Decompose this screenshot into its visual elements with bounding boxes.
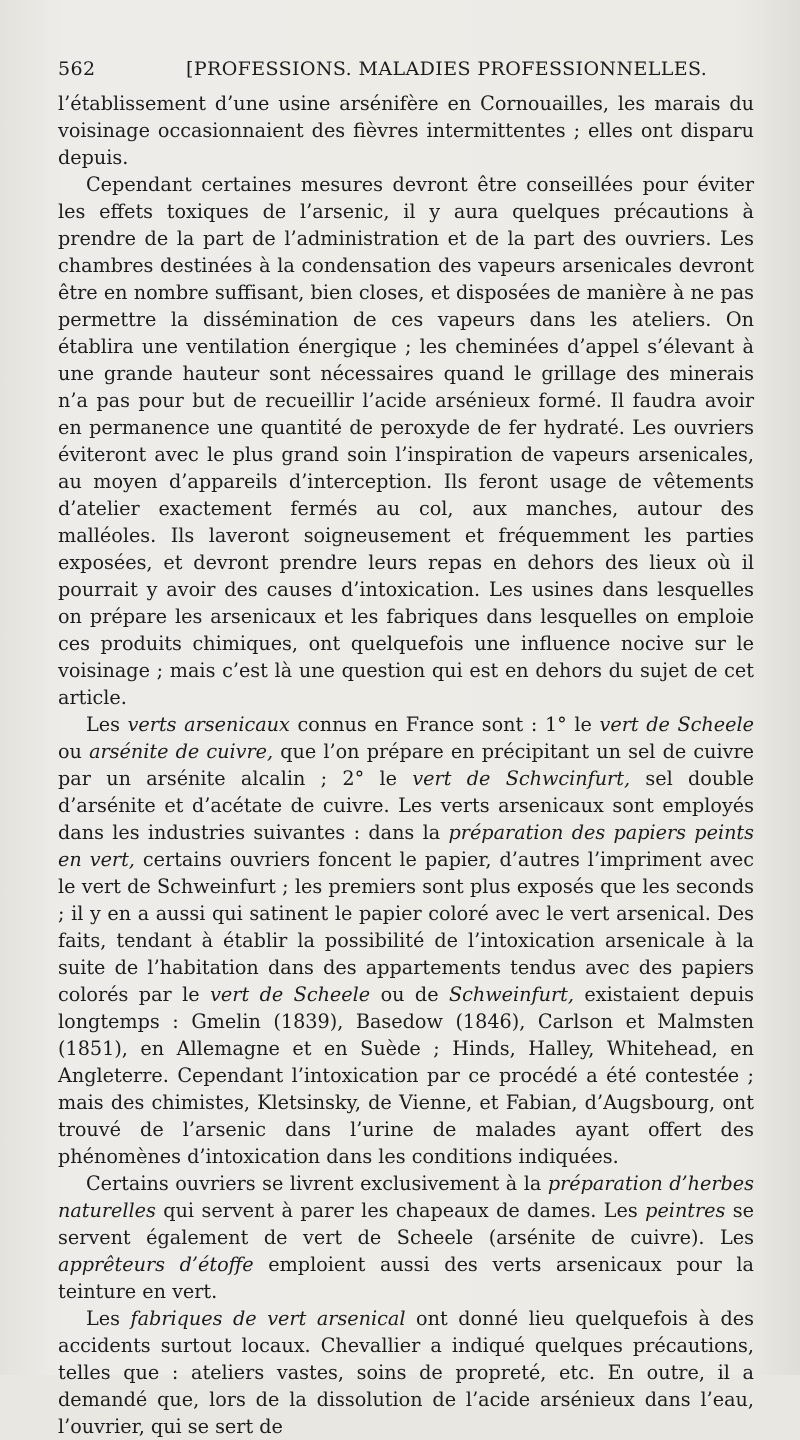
italic-text: fabriques de vert arsenical bbox=[130, 1307, 406, 1330]
text-run: que l’on prépare en précipitant un sel de cuivre par un arsénite alcalin ; 2° le bbox=[58, 740, 754, 790]
paragraph bbox=[58, 1170, 754, 1305]
text-run: ou bbox=[58, 740, 90, 763]
italic-text: préparation des papiers peints en vert, bbox=[58, 821, 754, 871]
text-run: ont donné lieu quelquefois à des accidents surtout locaux. Chevallier a indiqué quelques précautions, telles que : ateliers vastes, soins de propreté, etc. En outre, il a demandé que, lors de la dissolution de l’acide arsénieux dans l’eau, l’ouvrier, qui se sert de bbox=[58, 1307, 754, 1438]
running-title: [PROFESSIONS. MALADIES PROFESSIONNELLES. bbox=[186, 58, 708, 80]
body-text bbox=[58, 90, 754, 1440]
text-run: se servent également de vert de Scheele (arsénite de cuivre). Les bbox=[58, 1199, 754, 1249]
page-number: 562 bbox=[58, 58, 96, 80]
paragraph bbox=[58, 1305, 754, 1440]
italic-text: arsénite de cuivre, bbox=[89, 740, 274, 763]
text-run: ou de bbox=[370, 983, 449, 1006]
italic-text: préparation d’herbes naturelles bbox=[58, 1172, 754, 1222]
paragraph bbox=[58, 90, 754, 171]
text-run: Certains ouvriers se livrent exclusivement à la bbox=[86, 1172, 548, 1195]
text-run: emploient aussi des verts arsenicaux pour la teinture en vert. bbox=[58, 1253, 754, 1303]
italic-text: vert de Scheele bbox=[599, 713, 754, 736]
italic-text: vert de Schwcinfurt, bbox=[412, 767, 631, 790]
paragraph bbox=[58, 171, 754, 711]
italic-text: peintres bbox=[645, 1199, 726, 1222]
italic-text: vert de Scheele bbox=[210, 983, 371, 1006]
italic-text: Schweinfurt, bbox=[449, 983, 574, 1006]
text-run: certains ouvriers foncent le papier, d’autres l’impriment avec le vert de Schweinfurt ; les premiers sont plus exposés que les seconds ; il y en a aussi qui satinent le papier coloré avec le vert arsenical. Des faits, tendant à établir la possibilité de l’intoxication arsenicale à la suite de l’habitation dans des appartements tendus avec des papiers colorés par le bbox=[58, 848, 754, 1006]
text-run: qui servent à parer les chapeaux de dames. Les bbox=[155, 1199, 646, 1222]
italic-text: apprêteurs d’étoffe bbox=[58, 1253, 254, 1276]
text-run: l’établissement d’une usine arsénifère en Cornouailles, les marais du voisinage occasionnaient des fièvres intermittentes ; elles ont disparu depuis. bbox=[58, 92, 754, 169]
running-header bbox=[58, 58, 758, 86]
text-run: Les bbox=[86, 1307, 131, 1330]
text-run: sel double d’arsénite et d’acétate de cuivre. Les verts arsenicaux sont employés dans les industries suivantes : dans la bbox=[58, 767, 754, 844]
text-run: connus en France sont : 1° le bbox=[289, 713, 600, 736]
text-run: existaient depuis longtemps : Gmelin (1839), Basedow (1846), Carlson et Malmsten (1851), en Allemagne et en Suède ; Hinds, Halley, Whitehead, en Angleterre. Cependant l’intoxication par ce procédé a été contestée ; mais des chimistes, Kletsinsky, de Vienne, et Fabian, d’Augsbourg, ont trouvé de l’arsenic dans l’urine de malades ayant offert des phénomènes d’intoxication dans les conditions indiquées. bbox=[58, 983, 754, 1168]
paragraph bbox=[58, 711, 754, 1170]
text-run: Les bbox=[86, 713, 128, 736]
text-run: Cependant certaines mesures devront être conseillées pour éviter les effets toxiques de l’arsenic, il y aura quelques précautions à prendre de la part de l’administration et de la part des ouvriers. Les chambres destinées à la condensation des vapeurs arsenicales devront être en nombre suffisant, bien closes, et disposées de manière à ne pas permettre la dissémination de ces vapeurs dans les ateliers. On établira une ventilation énergique ; les cheminées d’appel s’élevant à une grande hauteur sont nécessaires quand le grillage des minerais n’a pas pour but de recueillir l’acide arsénieux formé. Il faudra avoir en permanence une quantité de peroxyde de fer hydraté. Les ouvriers éviteront avec le plus grand soin l’inspiration de vapeurs arsenicales, au moyen d’appareils d’interception. Ils feront usage de vêtements d’atelier exactement fermés au col, aux manches, autour des malléoles. Ils laveront soigneusement et fréquemment les parties exposées, et devront prendre leurs repas en dehors des lieux où il pourrait y avoir des causes d’intoxication. Les usines dans lesquelles on prépare les arsenicaux et les fabriques dans lesquelles on emploie ces produits chimiques, ont quelquefois une influence nocive sur le voisinage ; mais c’est là une question qui est en dehors du sujet de cet article. bbox=[58, 173, 754, 709]
italic-text: verts arsenicaux bbox=[127, 713, 290, 736]
